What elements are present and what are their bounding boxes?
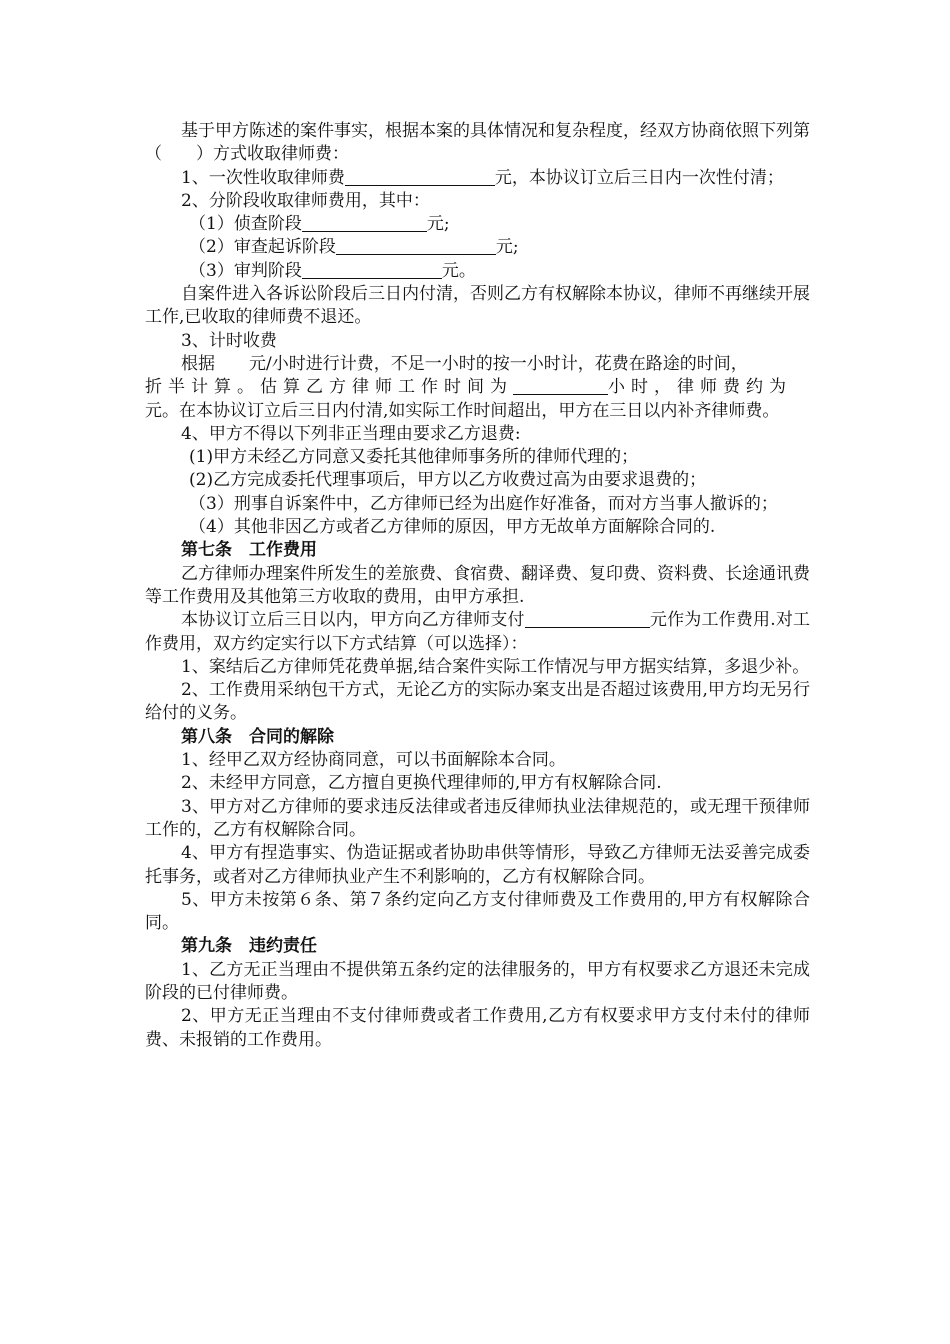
fee-hourly-line-3: 元。在本协议订立后三日内付清,如实际工作时间超出，甲方在三日以内补齐律师费。: [145, 400, 780, 421]
stage-2-unit: 元;: [495, 237, 519, 258]
fee-norefund-2: (2)乙方完成委托代理事项后，甲方以乙方收费过高为由要求退费的；: [189, 470, 707, 491]
fee-stage-2: [145, 236, 810, 259]
fee-norefund-3: （3）刑事自诉案件中，乙方律师已经为出庭作好准备，而对方当事人撤诉的；: [189, 493, 778, 514]
article-8-item: 4、甲方有捏造事实、伪造证据或者协助串供等情形，导致乙方律师无法妥善完成委托事务，或者对乙方律师执业产生不利影响的，乙方有权解除合同。: [145, 843, 810, 887]
work-fee-label: 本协议订立后三日以内，甲方向乙方律师支付: [181, 610, 525, 631]
article-9-heading: 第九条 违约责任: [181, 936, 317, 957]
stage-1-label: （1）侦查阶段: [189, 214, 302, 235]
fee-norefund-title: 4、甲方不得以下列非正当理由要求乙方退费:: [181, 423, 521, 444]
hourly-fee-label: 小时，律师费约为: [608, 377, 792, 398]
stage-3-unit: 元。: [441, 260, 476, 281]
fee-norefund-4: （4）其他非因乙方或者乙方律师的原因，甲方无故单方面解除合同的.: [189, 517, 716, 538]
fee-one-time: [145, 167, 810, 190]
article-7-p3: 1、案结后乙方律师凭花费单据,结合案件实际工作情况与甲方据实结算，多退少补。: [181, 656, 810, 677]
article-8-item: 3、甲方对乙方律师的要求违反法律或者违反律师执业法律规范的，或无理干预律师工作的，乙方有权解除合同。: [145, 796, 810, 840]
hourly-hours-blank: [513, 377, 608, 395]
fee-hourly-title: 3、计时收费: [181, 330, 277, 351]
fee-one-time-rest: 元，本协议订立后三日内一次性付清；: [494, 167, 784, 188]
fee-one-time-label: 1、一次性收取律师费: [181, 167, 345, 188]
stage-2-label: （2）审查起诉阶段: [189, 237, 336, 258]
fee-staged-note: 自案件进入各诉讼阶段后三日内付清，否则乙方有权解除本协议，律师不再继续开展工作,已收取的律师费不退还。: [145, 284, 810, 328]
article-8-item: 5、甲方未按第６条、第７条约定向乙方支付律师费及工作费用的,甲方有权解除合同。: [145, 889, 810, 934]
article-9-item: 1、乙方无正当理由不提供第五条约定的法律服务的，甲方有权要求乙方退还未完成阶段的已付律师费。: [145, 959, 810, 1003]
stage-2-blank: [336, 237, 496, 255]
stage-1-unit: 元;: [426, 214, 450, 235]
work-fee-rest: 元作为工作费用.对工作费用，双方约定实行以下方式结算（可以选择）：: [145, 610, 811, 654]
fee-norefund-1: (1)甲方未经乙方同意又委托其他律师事务所的律师代理的；: [189, 447, 639, 468]
fee-stage-3: [145, 260, 810, 283]
fee-staged-title: 2、分阶段收取律师费用，其中：: [181, 190, 430, 211]
fee-hourly-line-2: [145, 376, 810, 399]
article-8-item: 2、未经甲方同意，乙方擅自更换代理律师的,甲方有权解除合同.: [181, 773, 662, 794]
work-fee-blank: [525, 610, 650, 628]
stage-3-blank: [302, 261, 442, 279]
stage-1-blank: [302, 214, 427, 232]
article-9-item: 2、甲方无正当理由不支付律师费或者工作费用,乙方有权要求甲方支付未付的律师费、未报销的工作费用。: [145, 1006, 810, 1050]
one-time-amount-blank: [345, 168, 495, 186]
fee-stage-1: [145, 213, 810, 236]
article-7-p2: [145, 609, 810, 656]
stage-3-label: （3）审判阶段: [189, 260, 302, 281]
article-8-heading: 第八条 合同的解除: [181, 726, 334, 747]
article-8-item: 1、经甲乙双方经协商同意，可以书面解除本合同。: [181, 750, 566, 771]
hourly-estimate-label: 折半计算。估算乙方律师工作时间为: [145, 377, 513, 398]
article-7-p1: 乙方律师办理案件所发生的差旅费、食宿费、翻译费、复印费、资料费、长途通讯费等工作费用及其他第三方收取的费用，由甲方承担.: [145, 563, 810, 607]
article-7-heading: 第七条 工作费用: [181, 540, 317, 561]
fee-hourly-line-1: 根据 元/小时进行计费，不足一小时的按一小时计，花费在路途的时间，: [181, 353, 748, 374]
article-7-p4: 2、工作费用采纳包干方式，无论乙方的实际办案支出是否超过该费用,甲方均无另行给付的义务。: [145, 680, 810, 724]
contract-page: [145, 120, 810, 1052]
fee-intro: 基于甲方陈述的案件事实，根据本案的具体情况和复杂程度，经双方协商依照下列第（ ）方式收取律师费：: [145, 121, 810, 165]
